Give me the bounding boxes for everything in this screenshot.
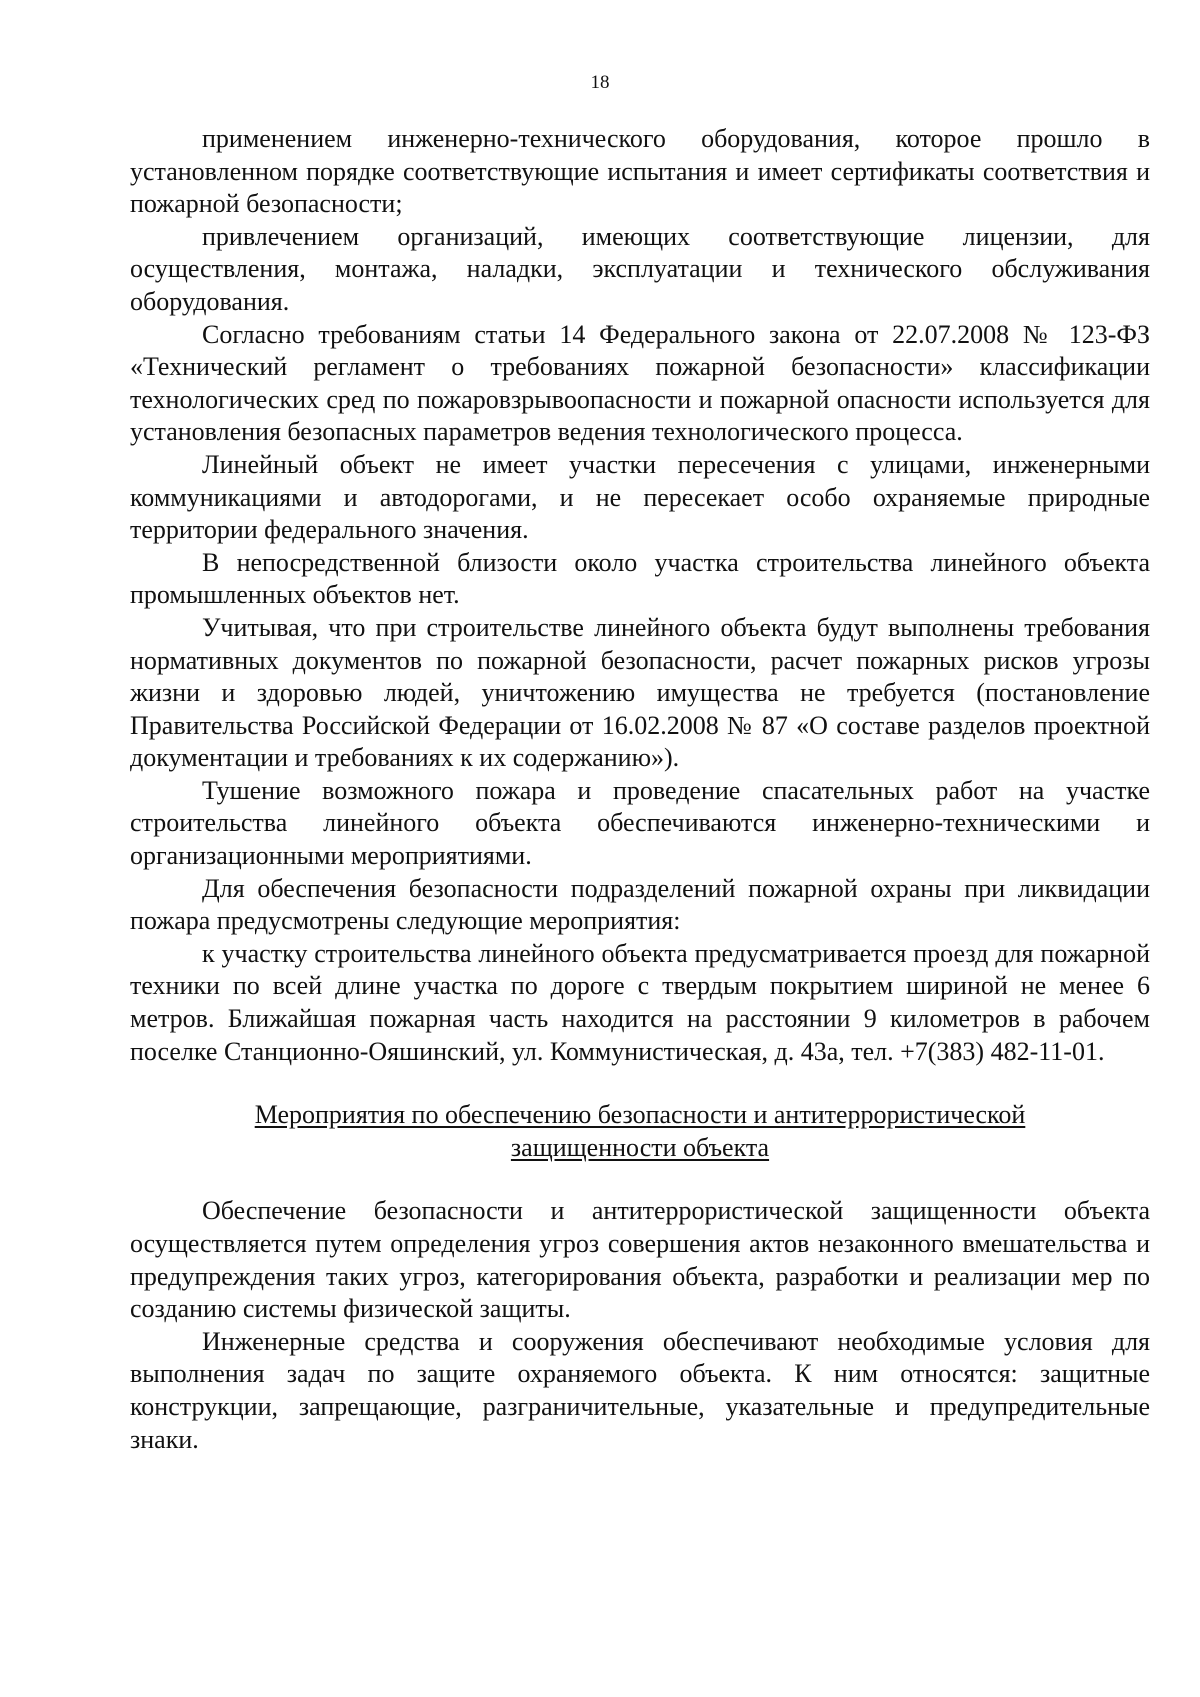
paragraph-no-intersections: Линейный объект не имеет участки пересечения с улицами, инженерными коммуникациями и автодорогами, и не пересекает особо охраняемые природные территории федерального значения. — [130, 449, 1150, 545]
paragraph-fire-risk-calculation: Учитывая, что при строительстве линейного объекта будут выполнены требования нормативных документов по пожарной безопасности, расчет пожарных рисков угрозы жизни и здоровью людей, уничтожению имущества не требуется (постановление Правительства Российской Федерации от 16.02.2008 № 87 «О составе разделов проектной документации и требованиях к их содержанию»). — [130, 612, 1150, 773]
section-heading-line-2: защищенности объекта — [510, 1132, 770, 1162]
paragraph-licensed-organizations: привлечением организаций, имеющих соответствующие лицензии, для осуществления, монтажа, наладки, эксплуатации и технического обслуживания оборудования. — [130, 221, 1150, 316]
paragraph-antiterror-security: Обеспечение безопасности и антитеррористической защищенности объекта осуществляется путем определения угроз совершения актов незаконного вмешательства и предупреждения таких угроз, категорирования объекта, разработки и реализации мер по созданию системы физической защиты. — [130, 1196, 1150, 1324]
paragraph-no-industrial-objects: В непосредственной близости около участка строительства линейного объекта промышленных объектов нет. — [130, 547, 1150, 610]
paragraph-equipment-certification: применением инженерно-технического оборудования, которое прошло в установленном порядке соответствующие испытания и имеет сертификаты соответствия и пожарной безопасности; — [130, 124, 1150, 219]
paragraph-fire-brigade-safety: Для обеспечения безопасности подразделений пожарной охраны при ликвидации пожара предусмотрены следующие мероприятия: — [130, 873, 1150, 936]
page-number: 18 — [590, 72, 610, 93]
document-body — [130, 123, 1150, 1456]
section-heading — [130, 1099, 1150, 1164]
paragraph-firefighting-measures: Тушение возможного пожара и проведение спасательных работ на участке строительства линейного объекта обеспечиваются инженерно-техническими и организационными мероприятиями. — [130, 775, 1150, 871]
section-heading-line-1: Мероприятия по обеспечению безопасности и антитеррористической — [254, 1100, 1026, 1130]
paragraph-engineering-means: Инженерные средства и сооружения обеспечивают необходимые условия для выполнения задач по защите охраняемого объекта. К ним относятся: защитные конструкции, запрещающие, разграничительные, указательные и предупредительные знаки. — [130, 1326, 1150, 1454]
paragraph-federal-law-requirements: Согласно требованиям статьи 14 Федерального закона от 22.07.2008 № 123-ФЗ «Технический регламент о требованиях пожарной безопасности» классификации технологических сред по пожаровзрывоопасности и пожарной опасности используется для установления безопасных параметров ведения технологического процесса. — [130, 319, 1150, 447]
paragraph-fire-access-road: к участку строительства линейного объекта предусматривается проезд для пожарной техники по всей длине участка по дороге с твердым покрытием шириной не менее 6 метров. Ближайшая пожарная часть находится на расстоянии 9 километров в рабочем поселке Станционно-Ояшинский, ул. Коммунистическая, д. 43а, тел. +7(383) 482-11-01. — [130, 938, 1150, 1066]
